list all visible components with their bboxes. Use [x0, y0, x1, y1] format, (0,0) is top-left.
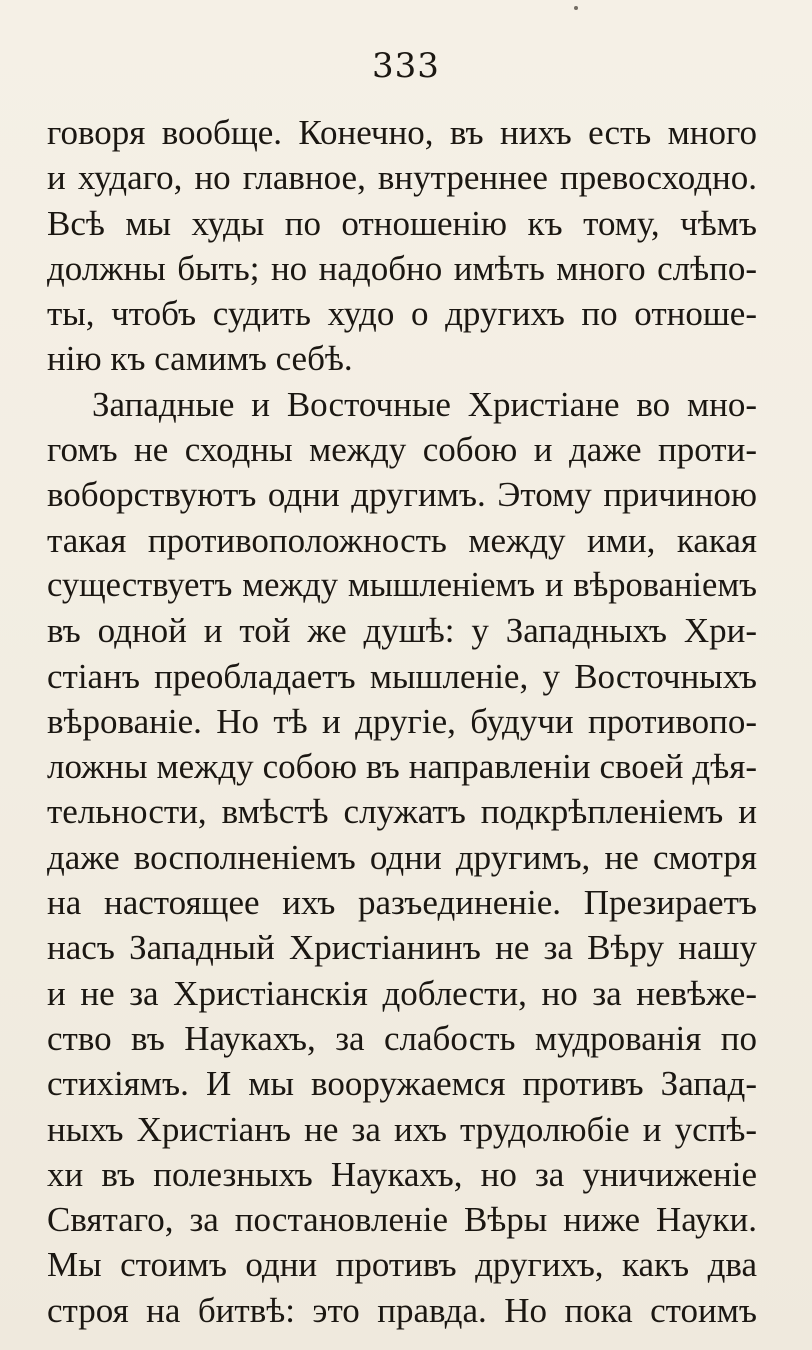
text-line: Святаго, за постановленіе Вѣры ниже Науки.	[47, 1200, 757, 1240]
text-line: даже восполненіемъ одни другимъ, не смотря	[47, 837, 757, 877]
page-number: 333	[372, 46, 440, 86]
text-line: вѣрованіе. Но тѣ и другіе, будучи противопо-	[47, 701, 757, 741]
text-line: строя на битвѣ: это правда. Но пока стоимъ	[47, 1290, 757, 1330]
text-line: такая противоположность между ими, какая	[47, 520, 757, 560]
text-line: и не за Христіанскія доблести, но за невѣже-	[47, 973, 757, 1013]
text-line: существуетъ между мышленіемъ и вѣрованіемъ	[47, 565, 757, 604]
ink-speck	[574, 6, 578, 10]
text-line: ложны между собою въ направленіи своей дѣя-	[47, 747, 757, 787]
text-line: ство въ Наукахъ, за слабость мудрованія по	[47, 1018, 757, 1058]
text-line: воборствуютъ одни другимъ. Этому причиною	[47, 475, 757, 515]
text-line: тельности, вмѣстѣ служатъ подкрѣпленіемъ и	[47, 792, 757, 832]
paragraph-start-line: Западные и Восточные Христіане во мно-	[92, 384, 757, 424]
text-line: ты, чтобъ судить худо о другихъ по отноше-	[47, 294, 757, 334]
text-line: и худаго, но главное, внутреннее превосходно.	[47, 158, 757, 198]
text-line: гомъ не сходны между собою и даже проти-	[47, 430, 757, 470]
text-line: на настоящее ихъ разъединеніе. Презираетъ	[47, 883, 757, 923]
text-line: Мы стоимъ одни противъ другихъ, какъ два	[47, 1245, 757, 1285]
text-line: хи въ полезныхъ Наукахъ, но за уничиженіе	[47, 1154, 757, 1194]
text-line: стихіямъ. И мы вооружаемся противъ Запад-	[47, 1064, 757, 1104]
text-line: въ одной и той же душѣ: у Западныхъ Хри-	[47, 611, 757, 651]
text-line: говоря вообще. Конечно, въ нихъ есть много	[47, 113, 757, 152]
paragraph-end-line: нію къ самимъ себѣ.	[47, 339, 353, 379]
text-line: насъ Западный Христіанинъ не за Вѣру нашу	[47, 928, 757, 968]
text-line: стіанъ преобладаетъ мышленіе, у Восточныхъ	[47, 656, 757, 696]
body-text	[47, 110, 757, 1333]
text-line: должны быть; но надобно имѣть много слѣпо-	[47, 248, 757, 288]
text-line: Всѣ мы худы по отношенію къ тому, чѣмъ	[47, 203, 757, 243]
text-line: ныхъ Христіанъ не за ихъ трудолюбіе и успѣ-	[47, 1109, 757, 1149]
